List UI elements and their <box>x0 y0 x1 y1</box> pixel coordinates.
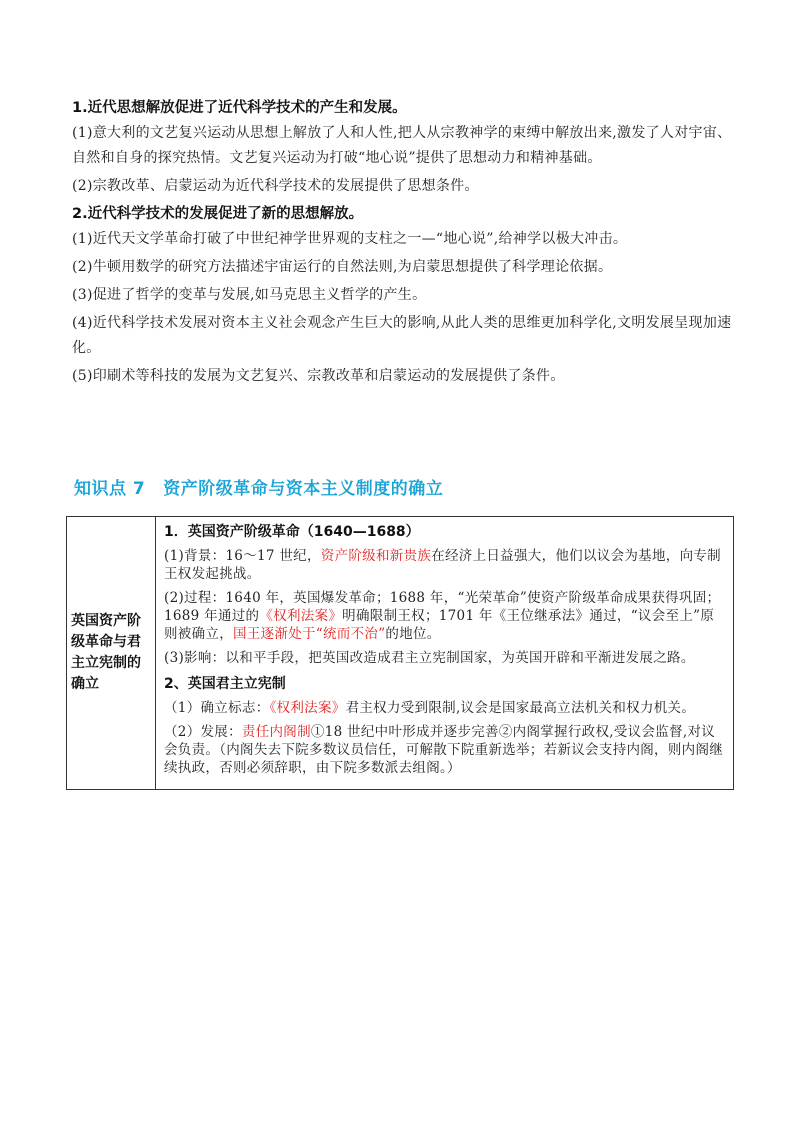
background-para <box>164 547 727 583</box>
development-highlight: 责任内阁制 <box>241 724 311 740</box>
development-para <box>164 723 727 777</box>
establishment-para <box>164 699 727 717</box>
point-2-para-5: (5)印刷术等科技的发展为文艺复兴、宗教改革和启蒙运动的发展提供了条件。 <box>72 368 565 384</box>
background-highlight: 资产阶级和新贵族 <box>320 548 432 564</box>
development-text-a: （2）发展： <box>164 724 242 740</box>
knowledge-table <box>66 516 734 790</box>
point-2-para-4: (4)近代科学技术发展对资本主义社会观念产生巨大的影响,从此人类的思维更加科学化,文明发展呈现加速化。 <box>72 315 732 356</box>
process-text-a: (2)过程：1640 年，英国爆发革命；1688 年，“光荣革命”使资产阶级革命成果获得巩固；1689 年通过的 <box>164 590 721 624</box>
table-row <box>67 517 734 790</box>
development-text-b: ①18 世纪中叶形成并逐步完善②内阁掌握行政权,受议会监督,对议会负责。（内阁失去下院多数议员信任，可解散下院重新选举；若新议会支持内阁，则内阁继续执政，否则必须辞职，由下院多数派去组阁。） <box>164 724 724 776</box>
point-2-para-1: (1)近代天文学革命打破了中世纪神学世界观的支柱之一—“地心说”,给神学以极大冲击。 <box>72 231 628 247</box>
establishment-text-b: 君主权力受到限制,议会是国家最高立法机关和权力机关。 <box>345 700 696 716</box>
section-label: 知识点 7 <box>74 479 146 499</box>
process-highlight-2: 国王逐渐处于“统而不治” <box>233 626 386 642</box>
process-para <box>164 589 727 643</box>
section-title <box>74 474 443 499</box>
point-1-para-2: (2)宗教改革、启蒙运动为近代科学技术的发展提供了思想条件。 <box>72 178 479 194</box>
process-highlight-1: 《权利法案》 <box>259 608 343 624</box>
part-1-heading: 1．英国资产阶级革命（1640—1688） <box>164 524 420 540</box>
background-text-b: 在经济上日益强大，他们以议会为基地，向专制王权发起挑战。 <box>164 548 721 582</box>
point-1-heading: 1.近代思想解放促进了近代科学技术的产生和发展。 <box>72 100 407 116</box>
part-2-heading: 2、英国君主立宪制 <box>164 676 286 692</box>
process-text-c: 的地位。 <box>385 626 441 642</box>
establishment-highlight: 《权利法案》 <box>269 700 346 716</box>
section-title-text: 资产阶级革命与资本主义制度的确立 <box>163 479 444 499</box>
point-2-heading: 2.近代科学技术的发展促进了新的思想解放。 <box>72 206 364 222</box>
background-text-a: (1)背景：16～17 世纪， <box>164 548 321 564</box>
table-content-cell <box>156 517 734 790</box>
point-1-para-1: (1)意大利的文艺复兴运动从思想上解放了人和人性,把人从宗教神学的束缚中解放出来,激发了人对宇宙、自然和自身的探究热情。文艺复兴运动为打破“地心说”提供了思想动力和精神基础。 <box>72 125 732 166</box>
process-text-b: 明确限制王权；1701 年《王位继承法》通过，“议会至上”原则被确立， <box>164 608 715 642</box>
establishment-text-a: （1）确立标志： <box>164 700 270 716</box>
intro-section <box>72 96 732 392</box>
impact-para: (3)影响：以和平手段，把英国改造成君主立宪制国家，为英国开辟和平渐进发展之路。 <box>164 650 695 666</box>
point-2-para-3: (3)促进了哲学的变革与发展,如马克思主义哲学的产生。 <box>72 287 427 303</box>
table-left-label: 英国资产阶级革命与君主立宪制的确立 <box>67 517 156 790</box>
point-2-para-2: (2)牛顿用数学的研究方法描述宇宙运行的自然法则,为启蒙思想提供了科学理论依据。 <box>72 259 613 275</box>
